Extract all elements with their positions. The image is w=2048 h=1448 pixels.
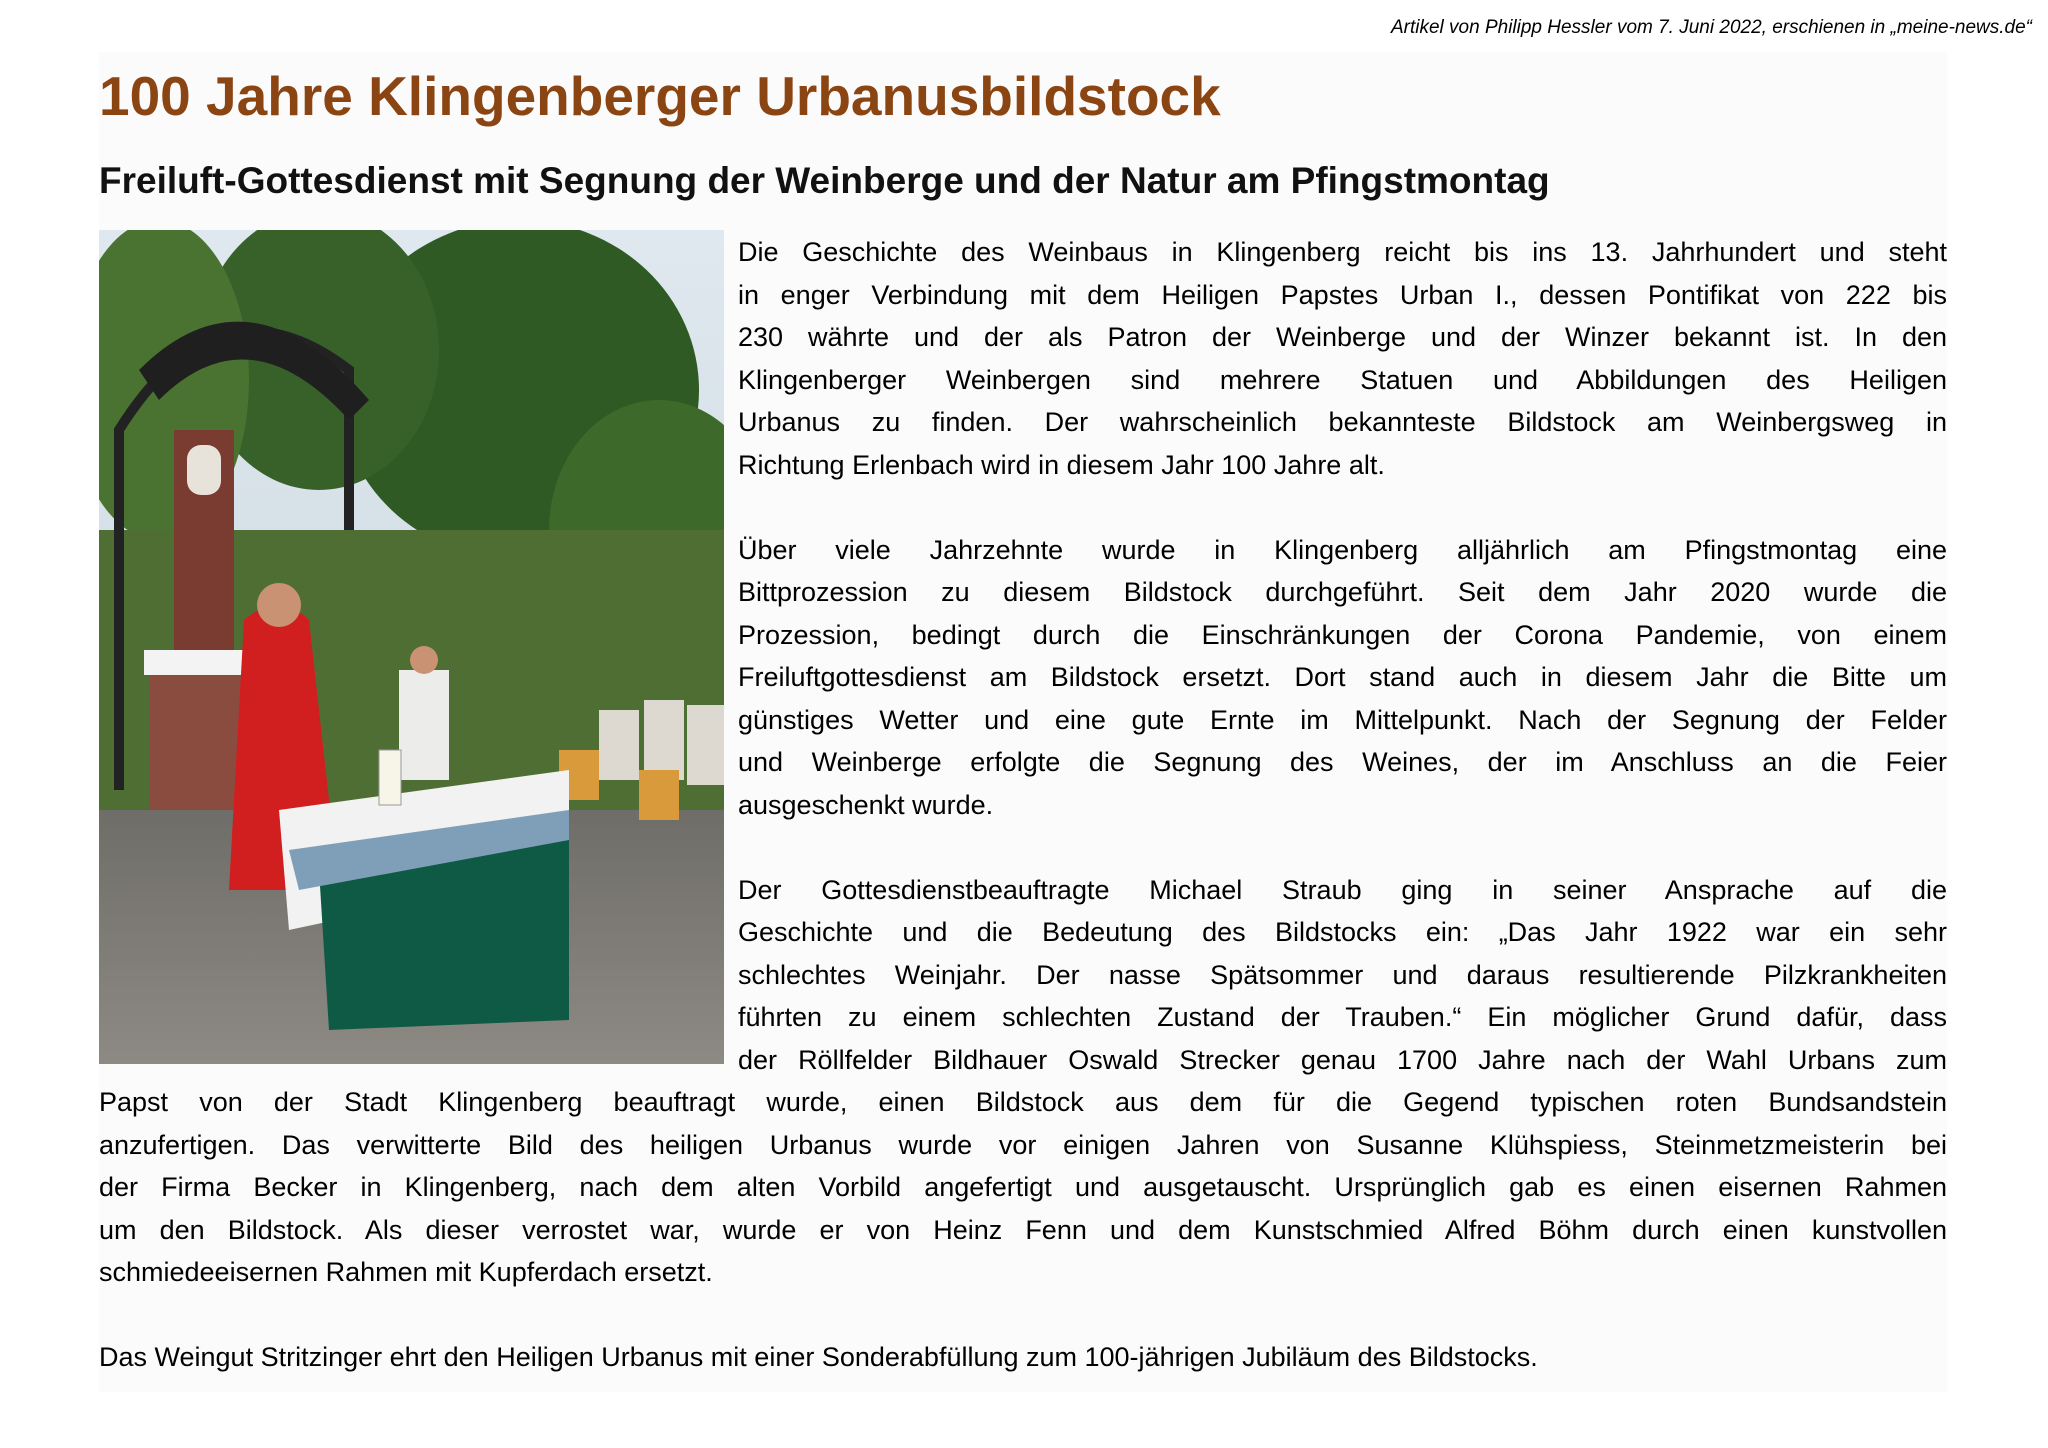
paragraph-1-line: Richtung Erlenbach wird in diesem Jahr 100 Jahre alt. bbox=[738, 449, 1385, 480]
paragraph-3-line: schmiedeeisernen Rahmen mit Kupferdach ersetzt. bbox=[99, 1257, 713, 1287]
paragraph-1-line: in enger Verbindung mit dem Heiligen Papstes Urban I., dessen Pontifikat von 222 bis bbox=[738, 279, 1947, 310]
paragraph-1-line: Urbanus zu finden. Der wahrscheinlich bekannteste Bildstock am Weinbergsweg in bbox=[738, 407, 1947, 437]
paragraph-3-line: schlechtes Weinjahr. Der nasse Spätsommer und daraus resultierende Pilzkrankheiten bbox=[738, 959, 1947, 990]
paragraph-spacer bbox=[99, 826, 1947, 869]
paragraph-3-line: der Firma Becker in Klingenberg, nach dem alten Vorbild angefertigt und ausgetauscht. Ursprünglich gab es einen eisernen Rahmen bbox=[99, 1172, 1947, 1202]
paragraph-3-line: Der Gottesdienstbeauftragte Michael Straub ging in seiner Ansprache auf die bbox=[738, 874, 1947, 905]
paragraph-3-line: anzufertigen. Das verwitterte Bild des heiligen Urbanus wurde vor einigen Jahren von Susanne Klühspiess, Steinmetzmeisterin bei bbox=[99, 1129, 1947, 1160]
paragraph-3-line: der Röllfelder Bildhauer Oswald Strecker genau 1700 Jahre nach der Wahl Urbans zum bbox=[738, 1044, 1947, 1075]
paragraph-2-line: und Weinberge erfolgte die Segnung des Weines, der im Anschluss an die Feier bbox=[738, 747, 1947, 777]
paragraph-1-line: Die Geschichte des Weinbaus in Klingenberg reicht bis ins 13. Jahrhundert und steht bbox=[738, 237, 1947, 267]
paragraph-spacer bbox=[99, 486, 1947, 529]
paragraph-2-line: ausgeschenkt wurde. bbox=[738, 789, 994, 820]
paragraph-spacer bbox=[99, 1294, 1947, 1337]
article-subtitle: Freiluft-Gottesdienst mit Segnung der Weinberge und der Natur am Pfingstmontag bbox=[99, 160, 1550, 201]
article-body bbox=[99, 231, 1947, 1379]
paragraph-2-line: Über viele Jahrzehnte wurde in Klingenberg alljährlich am Pfingstmontag eine bbox=[738, 534, 1947, 565]
paragraph-3-line: Geschichte und die Bedeutung des Bildstocks ein: „Das Jahr 1922 war ein sehr bbox=[738, 917, 1947, 947]
paragraph-3-line: führten zu einem schlechten Zustand der Trauben.“ Ein möglicher Grund dafür, dass bbox=[738, 1002, 1947, 1032]
paragraph-2-line: Freiluftgottesdienst am Bildstock ersetzt. Dort stand auch in diesem Jahr die Bitte um bbox=[738, 662, 1947, 692]
paragraph-3-line: um den Bildstock. Als dieser verrostet war, wurde er von Heinz Fenn und dem Kunstschmied Alfred Böhm durch einen kunstvollen bbox=[99, 1214, 1947, 1245]
article-title: 100 Jahre Klingenberger Urbanusbildstock bbox=[99, 65, 1221, 127]
paragraph-2-line: Prozession, bedingt durch die Einschränkungen der Corona Pandemie, von einem bbox=[738, 619, 1947, 650]
paragraph-2-line: Bittprozession zu diesem Bildstock durchgeführt. Seit dem Jahr 2020 wurde die bbox=[738, 577, 1947, 607]
paragraph-1-line: Klingenberger Weinbergen sind mehrere Statuen und Abbildungen des Heiligen bbox=[738, 364, 1947, 395]
paragraph-4-line: Das Weingut Stritzinger ehrt den Heiligen Urbanus mit einer Sonderabfüllung zum 100-jährigen Jubiläum des Bildstocks. bbox=[99, 1342, 1538, 1372]
paragraph-2-line: günstiges Wetter und eine gute Ernte im Mittelpunkt. Nach der Segnung der Felder bbox=[738, 704, 1947, 735]
paragraph-1-line: 230 währte und der als Patron der Weinberge und der Winzer bekannt ist. In den bbox=[738, 322, 1947, 352]
paragraph-3-line: Papst von der Stadt Klingenberg beauftragt wurde, einen Bildstock aus dem für die Gegend typischen roten Bundsandstein bbox=[99, 1087, 1947, 1117]
article-byline: Artikel von Philipp Hessler vom 7. Juni 2022, erschienen in „meine-news.de“ bbox=[1390, 17, 2032, 38]
